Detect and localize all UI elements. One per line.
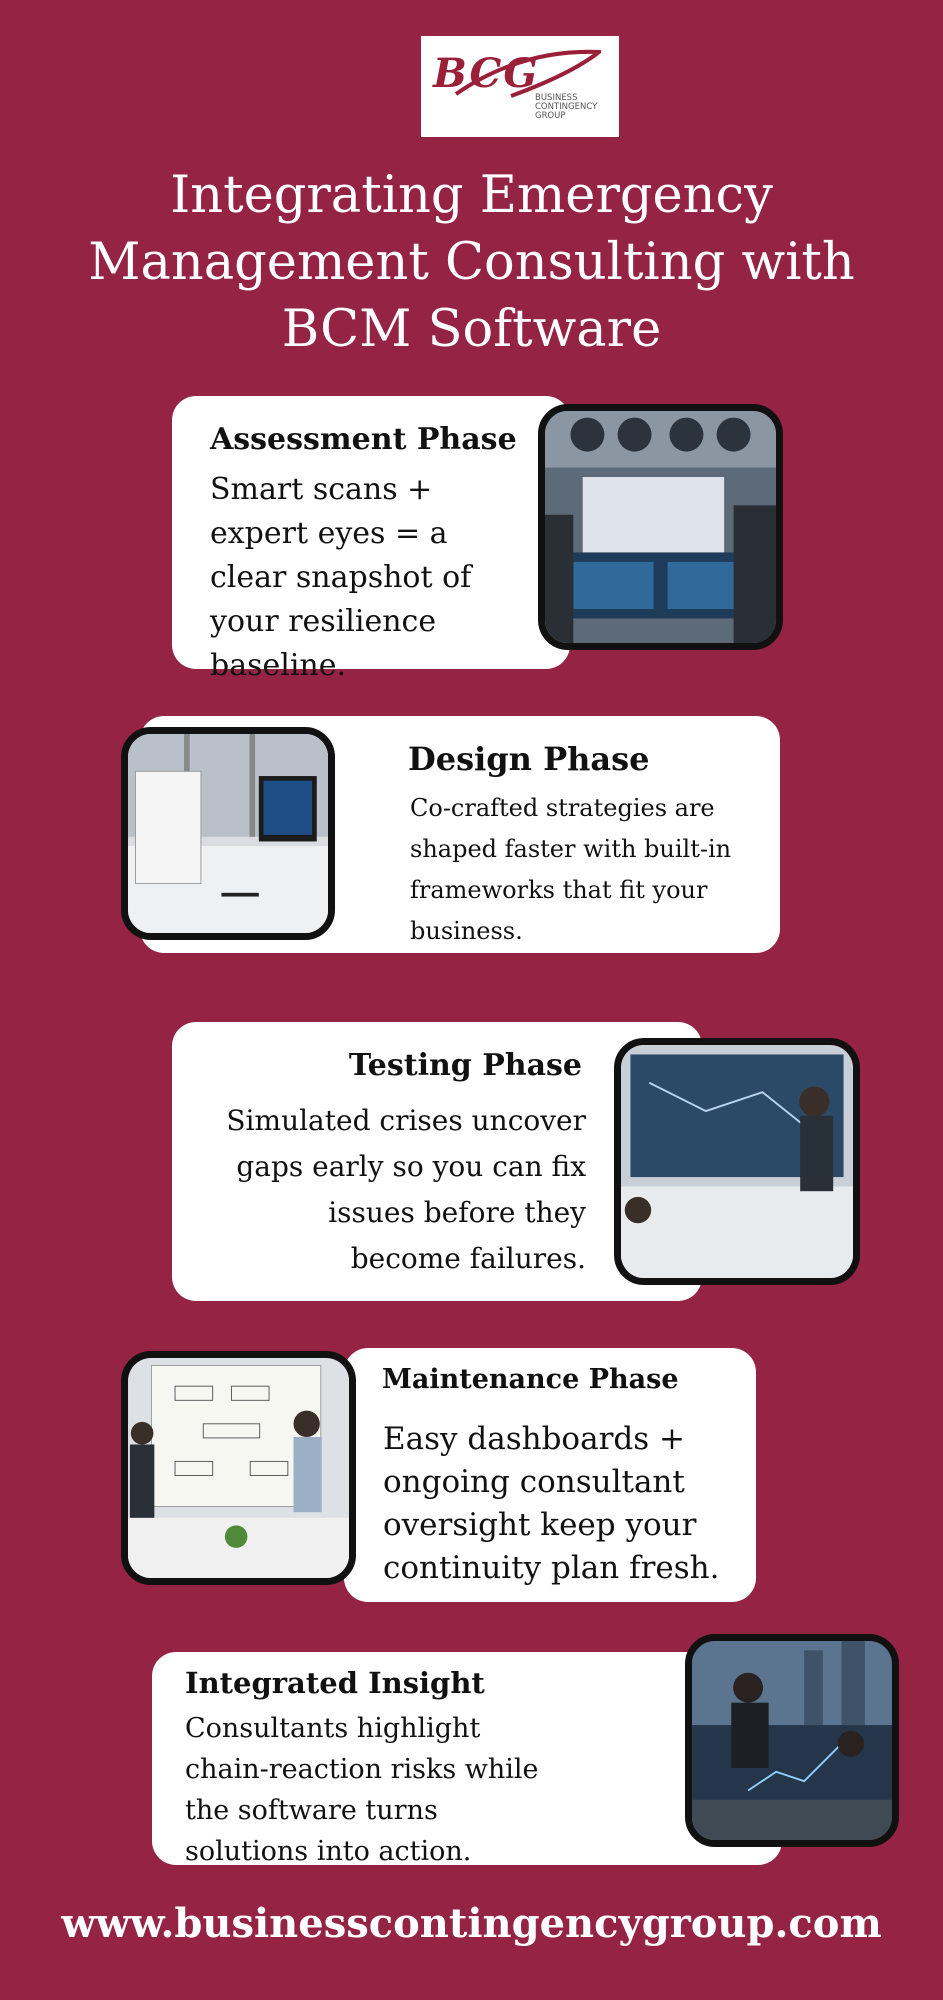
insight-heading: Integrated Insight (185, 1666, 485, 1700)
design-heading: Design Phase (408, 740, 650, 778)
design-photo (121, 727, 335, 940)
server-room-meeting-image (545, 411, 776, 643)
maintenance-body: Easy dashboards + ongoing consultant oversight keep your continuity plan fresh. (383, 1421, 720, 1586)
maintenance-photo (121, 1351, 356, 1585)
laptop-desk-image (128, 734, 328, 933)
logo-subtitle: BUSINESS CONTINGENCY GROUP (535, 93, 598, 121)
data-analytics-image (692, 1641, 892, 1840)
footer-website[interactable]: www.businesscontingencygroup.com (61, 1900, 882, 1947)
assessment-heading: Assessment Phase (210, 422, 517, 457)
whiteboard-planning-image (128, 1358, 349, 1578)
bcg-logo (421, 36, 619, 137)
testing-heading: Testing Phase (348, 1048, 582, 1083)
logo-mark: BCG (433, 50, 540, 97)
insight-photo (685, 1634, 899, 1847)
crisis-simulation-image (621, 1045, 853, 1278)
assessment-card (172, 396, 570, 683)
testing-photo (614, 1038, 860, 1285)
assessment-photo (538, 404, 783, 650)
assessment-body: Smart scans + expert eyes = a clear snapshot of your resilience baseline. (210, 472, 472, 683)
insight-body: Consultants highlight chain-reaction risks while the software turns solutions into action. (185, 1713, 539, 1867)
page-title: Integrating Emergency Management Consulting with BCM Software (88, 166, 855, 359)
testing-body: Simulated crises uncover gaps early so you can fix issues before they become failures. (226, 1104, 586, 1275)
design-body: Co-crafted strategies are shaped faster with built-in frameworks that fit your business. (410, 794, 732, 945)
maintenance-card (344, 1348, 756, 1602)
maintenance-heading: Maintenance Phase (382, 1364, 679, 1395)
